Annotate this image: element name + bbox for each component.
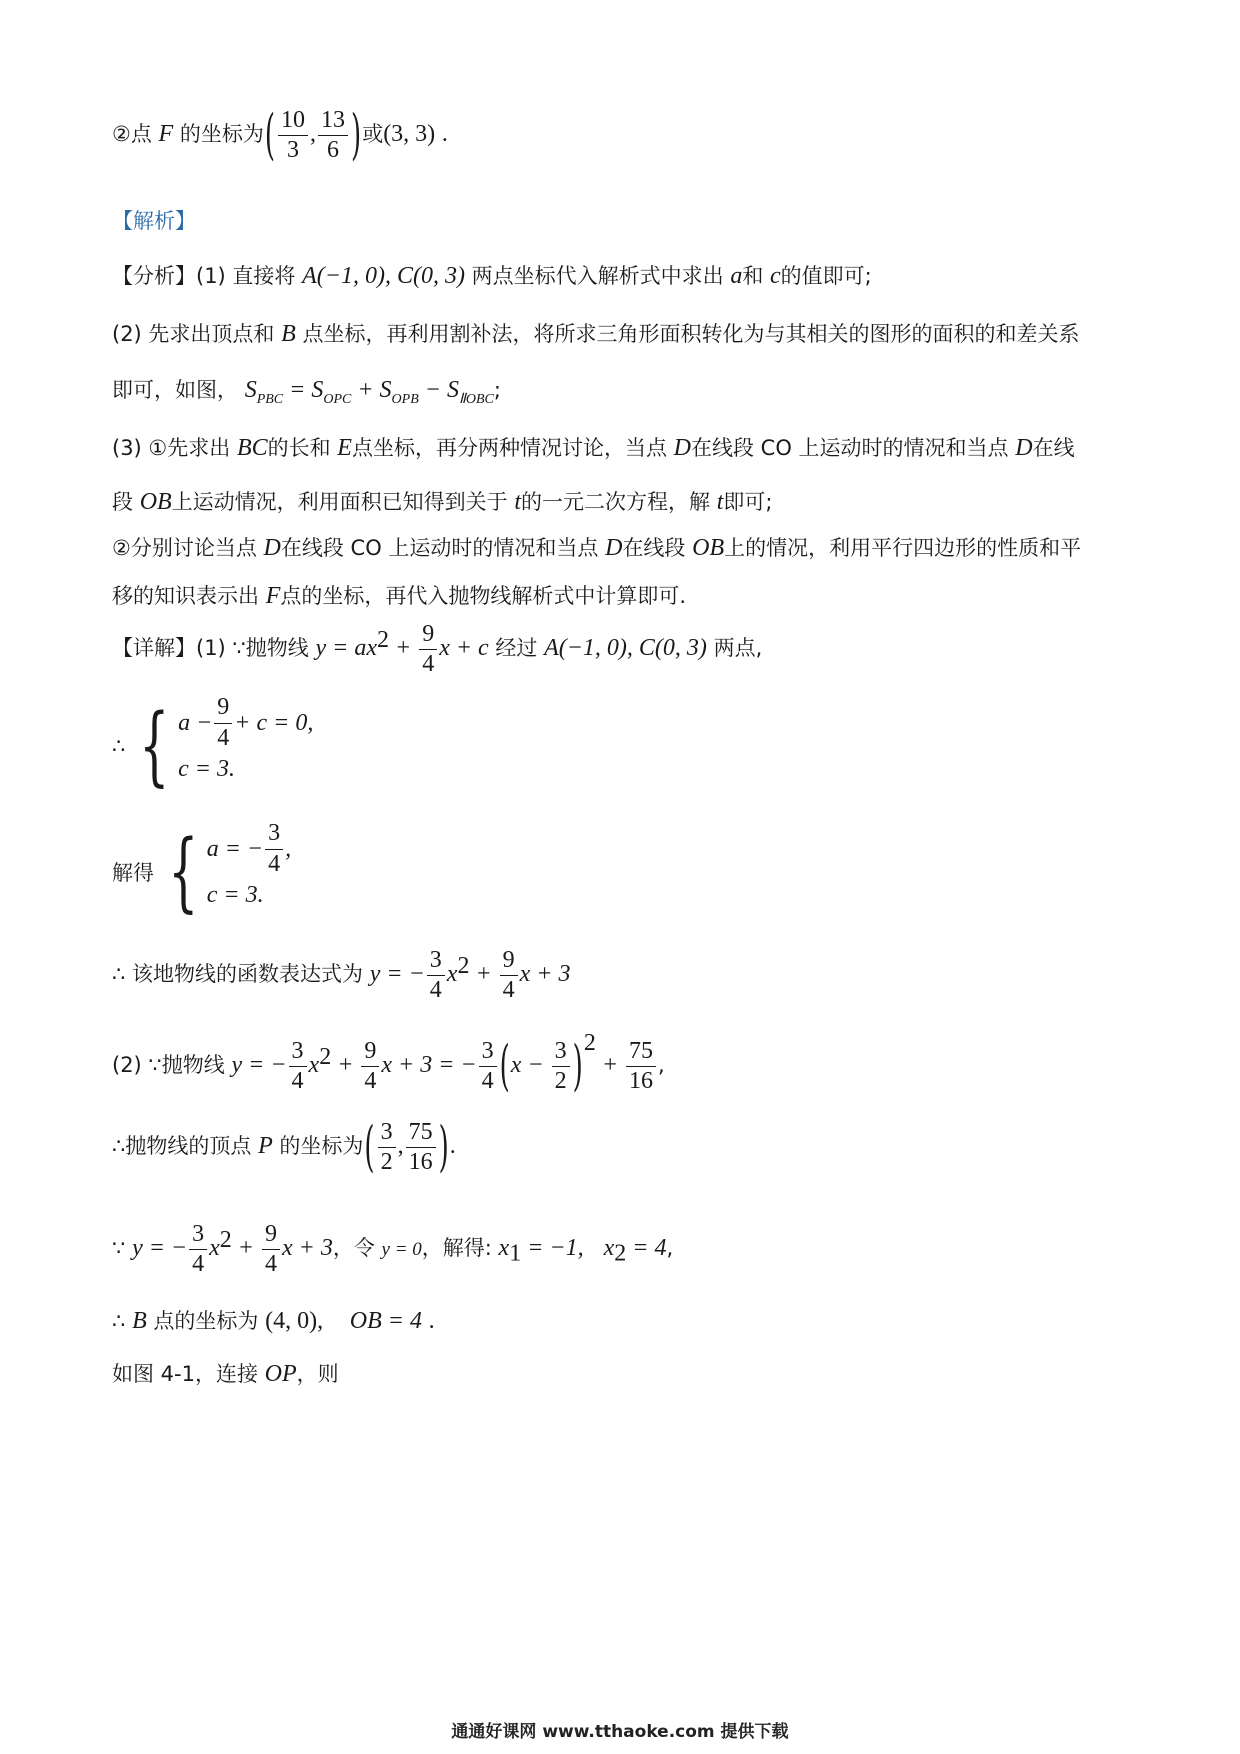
detail-l1: 【详解】(1) ∵抛物线 $y = ax^2$ + $\frac{9}{4}$ x + c 经过 A(−1, 0), C(0, 3) 两点,	[112, 621, 763, 678]
analysis-p2b: 即可，如图， $S_{PBC} = S_{OPC} + S_{OPB} - S_{ⅡOBC}$;	[112, 377, 501, 407]
points: A(−1, 0), C(0, 3)	[302, 263, 465, 289]
text: 的坐标为	[179, 122, 264, 147]
detail-l2: ∴ 该地物线的函数表达式为 y = − $\frac{3}{4}$ $x^2$ + $\frac{9}{4}$ x + 3	[112, 947, 571, 1004]
point: (3, 3)	[383, 121, 436, 148]
paren-right: )	[351, 104, 362, 168]
analysis-p1: 【分析】(1) 直接将 A(−1, 0), C(0, 3) 两点坐标代入解析式中求出 a和 c的值即可;	[112, 263, 872, 289]
analysis-p4a: ②分别讨论当点 D在线段 CO 上运动时的情况和当点 D在线段 OB上的情况，利用平行四边形的性质和平	[112, 535, 1082, 561]
section-jiexi: 【解析】	[112, 209, 196, 233]
text: ②点	[112, 122, 152, 147]
analysis-p2a: (2) 先求出顶点和 B 点坐标，再利用割补法，将所求三角形面积转化为与其相关的图形的面积的和差关系	[112, 321, 1080, 347]
paren-left: (	[264, 104, 276, 168]
equation-system-1: ∴ { a − $\frac{9}{4}$ + c = 0, c = 3.	[112, 694, 314, 796]
equation-system-2: 解得 { a = − $\frac{3}{4}$ , c = 3.	[112, 820, 292, 922]
fraction: $\frac{13}{6}$	[318, 108, 348, 163]
analysis-p3a: (3) ①先求出 BC的长和 E点坐标，再分两种情况讨论，当点 D在线段 CO 上运动时的情况和当点 D在线	[112, 435, 1075, 461]
detail-l4: ∴抛物线的顶点 P 的坐标为( $\frac{3}{2}$ , $\frac{75}{16}$ ).	[112, 1116, 456, 1180]
analysis-p3b: 段 OB上运动情况，利用面积已知得到关于 t的一元二次方程，解 t即可;	[112, 489, 773, 515]
var-f: F	[158, 121, 174, 148]
fraction: $\frac{10}{3}$	[278, 108, 308, 163]
label: 【分析】	[112, 264, 196, 288]
footer-watermark: 通通好课网 www.tthaoke.com 提供下载	[451, 1722, 789, 1742]
detail-l7: 如图 4-1，连接 OP，则	[112, 1361, 339, 1387]
detail-l3: (2) ∵抛物线 y = − $\frac{3}{4}$ $x^2$ + $\frac{9}{4}$ x + 3 = − $\frac{3}{4}$ (x − $\frac{3}{2}$ )$^2$ + $\frac{75}{16}$ ,	[112, 1030, 665, 1098]
detail-l6: ∴ B 点的坐标为 (4, 0), OB = 4 .	[112, 1308, 435, 1334]
text: 或	[362, 122, 384, 147]
detail-l5: ∵ y = − $\frac{3}{4}$ $x^2$ + $\frac{9}{4}$ x + 3，令 y = 0，解得: $x_1 = -1$, $x_2 = 4$,	[112, 1221, 674, 1278]
answer-line-f: ②点 F 的坐标为( $\frac{10}{3}$ , $\frac{13}{6}$ )或(3, 3) .	[112, 104, 448, 168]
analysis-p4b: 移的知识表示出 F点的坐标，再代入抛物线解析式中计算即可.	[112, 583, 687, 609]
